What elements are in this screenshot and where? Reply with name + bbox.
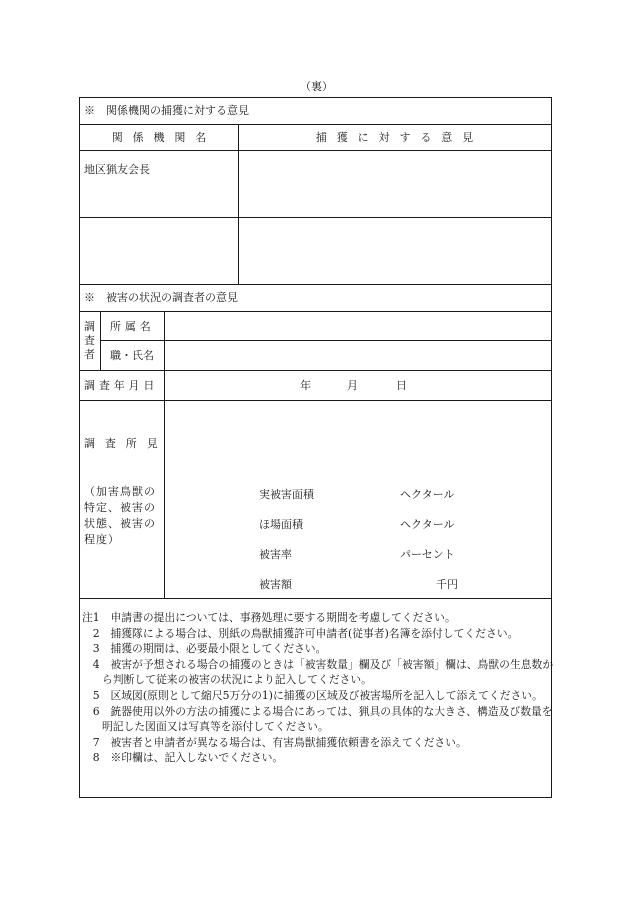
note-item: 注1 申請書の提出については、事務処理に要する期間を考慮してください。 bbox=[82, 611, 456, 624]
note-item: 4 被害が予想される場合の捕獲のときは「被害数量」欄及び「被害額」欄は、鳥獣の生息数から判断して従来の被害の状況により記入してください。 bbox=[82, 657, 554, 687]
surveyor-label: 調査者 bbox=[84, 320, 95, 361]
note-item: 2 捕獲隊による場合は、別紙の鳥獣捕獲許可申請者(従事者)名簿を添付してください。 bbox=[82, 626, 519, 640]
metric-unit: ヘクタール bbox=[400, 488, 455, 501]
findings-note: （加害鳥獣の特定、被害の状態、被害の程度） bbox=[84, 485, 156, 546]
section-title-agency-opinion: ※ 関係機関の捕獲に対する意見 bbox=[84, 104, 249, 117]
findings-field[interactable] bbox=[168, 404, 548, 484]
metric-unit: 千円 bbox=[436, 578, 458, 591]
table-rule bbox=[79, 217, 551, 218]
metric-label: ほ場面積 bbox=[259, 518, 303, 531]
survey-date-label: 調査年月日 bbox=[84, 379, 159, 392]
table-rule bbox=[100, 311, 101, 370]
metric-unit: パーセント bbox=[400, 548, 455, 561]
table-rule bbox=[79, 598, 551, 599]
metric-label: 被害率 bbox=[259, 548, 292, 561]
note-item: 8 ※印欄は、記入しないでください。 bbox=[82, 751, 284, 765]
agency-name-cell: 地区猟友会長 bbox=[84, 163, 150, 176]
month-label: 月 bbox=[347, 379, 358, 392]
table-rule bbox=[79, 150, 551, 151]
column-header-opinion: 捕獲に対する意見 bbox=[315, 131, 484, 144]
table-rule bbox=[79, 284, 551, 285]
table-rule bbox=[238, 124, 239, 284]
column-header-agency: 関係機関名 bbox=[111, 131, 217, 144]
note-item: 3 捕獲の期間は、必要最小限としてください。 bbox=[82, 642, 327, 656]
name-field[interactable] bbox=[168, 343, 548, 367]
agency-input-cell[interactable] bbox=[83, 221, 235, 281]
metric-label: 被害額 bbox=[259, 578, 292, 591]
affiliation-field[interactable] bbox=[168, 314, 548, 338]
table-rule bbox=[79, 370, 551, 371]
note-item: 6 銃器使用以外の方法の捕獲による場合にあっては、猟具の具体的な大きさ、構造及び数量を明記した図面又は写真等を添付してください。 bbox=[82, 704, 553, 734]
table-border bbox=[79, 97, 80, 798]
table-border bbox=[79, 797, 551, 798]
name-label: 職・氏名 bbox=[110, 349, 154, 362]
page-side-label: （裏） bbox=[300, 80, 333, 93]
section-title-surveyor-opinion: ※ 被害の状況の調査者の意見 bbox=[84, 291, 238, 304]
table-rule bbox=[79, 124, 551, 125]
note-item: 7 被害者と申請者が異なる場合は、有害鳥獣捕獲依頼書を添えてください。 bbox=[82, 735, 467, 749]
table-rule bbox=[164, 311, 165, 598]
opinion-input-cell[interactable] bbox=[242, 154, 547, 214]
note-item: 5 区域図(原則として縮尺5万分の1)に捕獲の区域及び被害場所を記入して添えてください。 bbox=[82, 688, 543, 702]
table-border bbox=[79, 97, 551, 98]
year-label: 年 bbox=[300, 379, 311, 392]
metric-unit: ヘクタール bbox=[400, 518, 455, 531]
table-rule bbox=[79, 311, 551, 312]
table-rule bbox=[100, 340, 551, 341]
notes-block bbox=[82, 610, 554, 766]
findings-label: 調査所見 bbox=[84, 437, 168, 450]
affiliation-label: 所属名 bbox=[110, 320, 155, 333]
table-rule bbox=[79, 400, 551, 401]
day-label: 日 bbox=[396, 379, 407, 392]
opinion-input-cell[interactable] bbox=[242, 221, 547, 281]
metric-label: 実被害面積 bbox=[259, 488, 314, 501]
